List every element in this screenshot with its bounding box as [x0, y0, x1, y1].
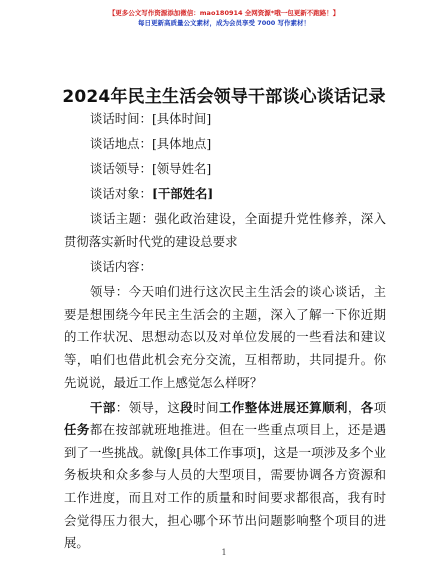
leader-paragraph: 领导：今天咱们进行这次民主生活会的谈心谈话，主要是想围绕今年民主生活会的主题，深入了解一下你近期的工作状况、思想动态以及对单位发展的一些看法和建议等，咱们也借此机会充分交流，互相帮助，共同提升。你先说说，最近工作上感觉怎么样呀？: [64, 284, 386, 390]
cadre-seg-3: 时间: [193, 399, 219, 415]
cadre-seg-8: 任务: [64, 422, 90, 438]
field-theme: 谈话主题：强化政治建设，全面提升党性修养，深入贯彻落实新时代党的建设总要求: [64, 211, 386, 249]
page-number: 1: [221, 548, 227, 557]
field-target-label: 谈话对象：: [90, 186, 152, 202]
cadre-speaker-label: 干部: [90, 399, 116, 415]
cadre-seg-1: ：领导，这: [115, 399, 181, 415]
promo-banner-line-2: 每日更新高质量公文素材，成为会员享受 7000 写作素材！: [137, 19, 311, 27]
field-time: 谈话时间：[具体时间]: [90, 111, 212, 126]
cadre-seg-2: 段: [180, 399, 194, 415]
cadre-seg-4: 工作整体进展还算顺利: [218, 399, 348, 415]
field-content-label: 谈话内容：: [90, 259, 152, 275]
field-place: 谈话地点：[具体地点]: [90, 136, 212, 152]
cadre-rest: 都在按部就班地推进。但在一些重点项目上，还是遇到了一些挑战。就像[具体工作事项]，这是一项涉及多个业务板块和众多参与人员的大型项目，需要协调各方资源和工作进度，而且对工作的质量和时间要求都很高，我有时会觉得压力很大，担心哪个环节出问题影响整个项目的进展。: [64, 422, 387, 551]
cadre-seg-5: ，: [347, 399, 361, 415]
promo-banner-line-1: 【更多公文写作资源添加微信：mao180914 全网资源*哦一包更新不跑路！】: [108, 9, 340, 17]
field-target-value: [干部姓名]: [151, 186, 214, 202]
cadre-seg-7: 项: [373, 399, 387, 415]
cadre-paragraph: [64, 397, 386, 555]
field-leader: 谈话领导：[领导姓名]: [90, 161, 212, 177]
document-body: [64, 108, 386, 557]
document-title: 2024年民主生活会领导干部谈心谈话记录: [62, 87, 386, 107]
promo-banner: [0, 8, 448, 28]
field-target: [64, 183, 386, 206]
cadre-seg-6: 各: [360, 399, 374, 415]
